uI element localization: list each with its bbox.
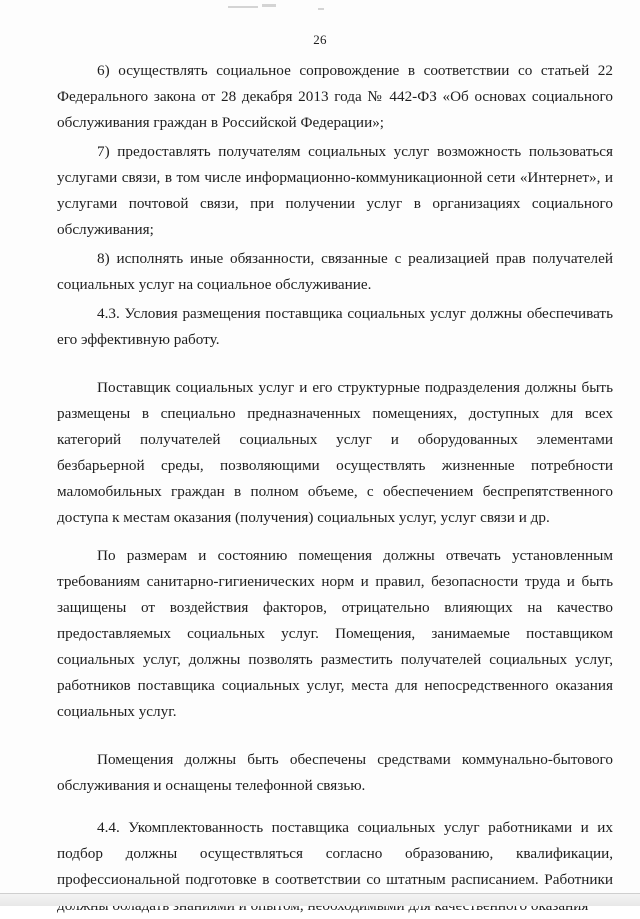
paragraph-premises-equipment: Помещения должны быть обеспечены средствами коммунально-бытового обслуживания и оснащены телефонной связью.: [57, 751, 613, 794]
scan-speck: [262, 4, 276, 7]
scan-speck: [318, 8, 324, 10]
page-number: 26: [313, 32, 327, 47]
paragraph-section-4-3: 4.3. Условия размещения поставщика социальных услуг должны обеспечивать его эффективную работу.: [57, 305, 613, 348]
paragraph-section-4-4: 4.4. Укомплектованность поставщика социальных услуг работниками и их подбор должны осуществляться согласно образованию, квалификации, профессиональной подготовке в соответствии со штатным расписанием. Работники: [57, 819, 613, 888]
paragraph-item-8: 8) исполнять иные обязанности, связанные с реализацией прав получателей социальных услуг на социальное обслуживание.: [57, 250, 613, 293]
scan-bottom-edge: [0, 893, 640, 906]
paragraph-premises-size: По размерам и состоянию помещения должны отвечать установленным требованиям санитарно-гигиенических норм и правил, безопасности труда и быть защищены от воздействия факторов, отрицательно влияющих на качество предоставляемых социальных услуг. Помещения, занимаемые поставщиком социальных услуг, должны позволять разместить получателей социальных услуг, работников поставщика социальных услуг, места для непосредственного оказания социальных услуг.: [57, 547, 613, 720]
paragraph-item-6: 6) осуществлять социальное сопровождение в соответствии со статьей 22 Федерального закона от 28 декабря 2013 года № 442-ФЗ «Об основах социального обслуживания граждан в Российской Федерации»;: [57, 62, 613, 131]
scan-speck: [228, 6, 258, 8]
document-body: [57, 58, 613, 919]
paragraph-placement: Поставщик социальных услуг и его структурные подразделения должны быть размещены в специально предназначенных помещениях, доступных для всех категорий получателей социальных услуг и оборудованных элементами безбарьерной среды, позволяющими осуществлять жизненные потребности маломобильных граждан в полном объеме, с обеспечением беспрепятственного доступа к местам оказания (получения) социальных услуг, услуг связи и др.: [57, 379, 613, 526]
paragraph-item-7: 7) предоставлять получателям социальных услуг возможность пользоваться услугами связи, в том числе информационно-коммуникационной сети «Интернет», и услугами почтовой связи, при получении услуг в организациях социального обслуживания;: [57, 143, 613, 238]
